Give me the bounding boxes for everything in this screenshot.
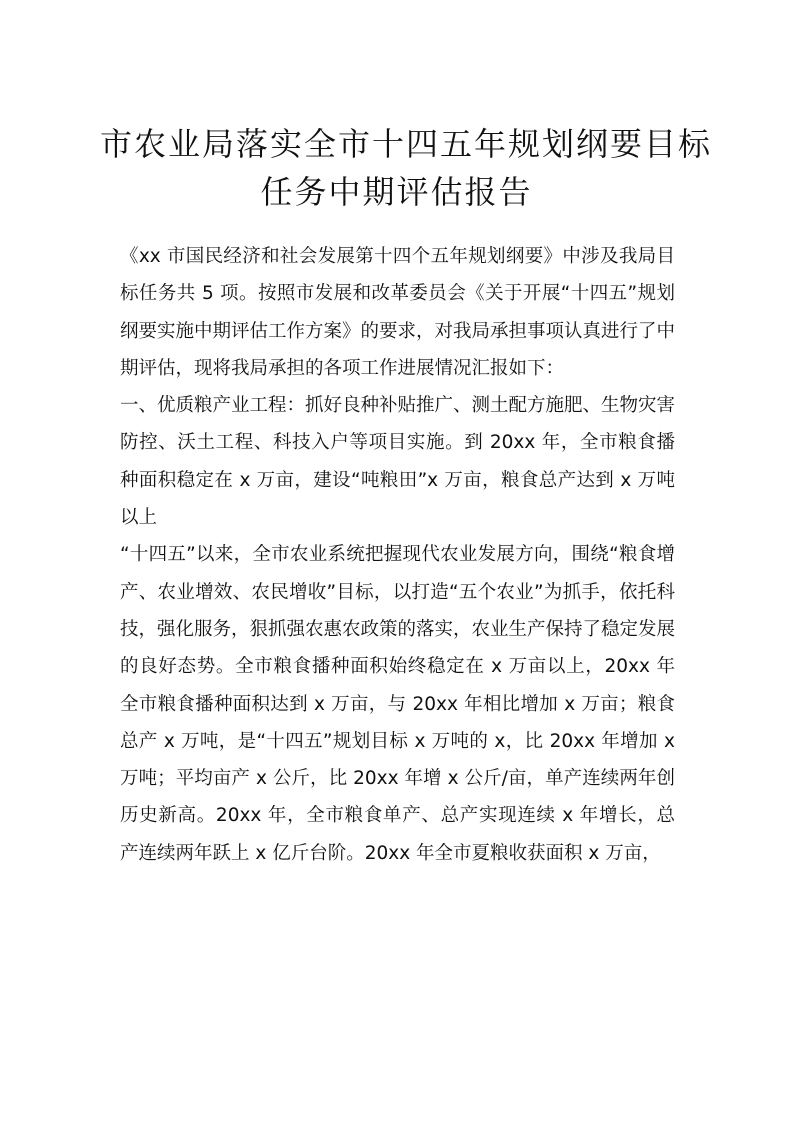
paragraph-intro: 《xx 市国民经济和社会发展第十四个五年规划纲要》中涉及我局目标任务共 5 项。按照市发展和改革委员会《关于开展“十四五”规划纲要实施中期评估工作方案》的要求，对我局承担事项认真进行了中期评估，现将我局承担的各项工作进展情况汇报如下： [120,246,676,379]
document-title-line-1: 市农业局落实全市十四五年规划纲要目标 [100,125,713,163]
document-body [120,238,675,872]
paragraph-progress: “十四五”以来，全市农业系统把握现代农业发展方向，围绕“粮食增产、农业增效、农民增收”目标，以打造“五个农业”为抓手，依托科技，强化服务，狠抓强农惠农政策的落实，农业生产保持了稳定发展的良好态势。全市粮食播种面积始终稳定在 x 万亩以上，20xx 年全市粮食播种面积达到 x 万亩，与 20xx 年相比增加 x 万亩；粮食总产 x 万吨，是“十四五”规划目标 x 万吨的 x，比 20xx 年增加 x 万吨；平均亩产 x 公斤，比 20xx 年增 x 公斤/亩，单产连续两年创历史新高。20xx 年，全市粮食单产、总产实现连续 x 年增长，总产连续两年跃上 x 亿斤台阶。20xx 年全市夏粮收获面积 x 万亩， [120,544,676,864]
paragraph-section-one: 一、优质粮产业工程：抓好良种补贴推广、测土配方施肥、生物灾害防控、沃土工程、科技入户等项目实施。到 20xx 年，全市粮食播种面积稳定在 x 万亩，建设“吨粮田”x 万亩，粮食总产达到 x 万吨以上 [120,395,676,529]
document-title-line-2: 任务中期评估报告 [260,173,533,211]
